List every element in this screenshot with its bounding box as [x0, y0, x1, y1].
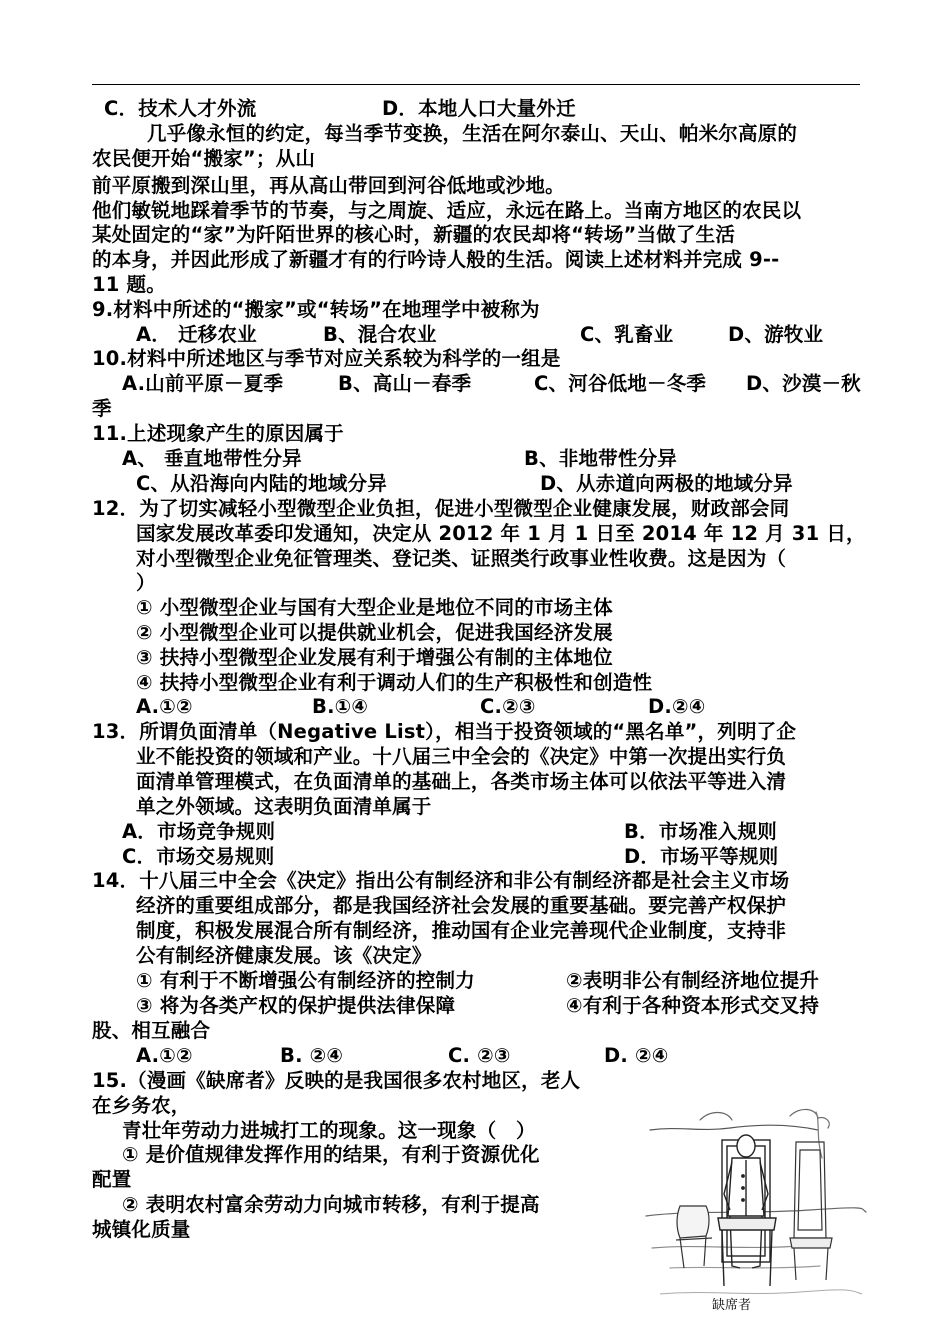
q14-statement-2: ②表明非公有制经济地位提升	[566, 969, 820, 992]
q13-stem: 面清单管理模式，在负面清单的基础上，各类市场主体可以依法平等进入清	[136, 770, 787, 793]
q14-stem: 制度，积极发展混合所有制经济，推动国有企业完善现代企业制度，支持非	[136, 919, 787, 942]
q14-option-c: C. ②③	[448, 1044, 511, 1067]
passage-line: 某处固定的“家”为阡陌世界的核心时，新疆的农民却将“转场”当做了生活	[92, 223, 736, 246]
q15-stem: 青壮年劳动力进城打工的现象。这一现象（ ）	[122, 1119, 536, 1142]
passage-line: 11 题。	[92, 273, 166, 296]
q13-option-d: D．市场平等规则	[624, 845, 779, 868]
q12-option-a: A.①②	[136, 695, 193, 718]
q12-statement-4: ④ 扶持小型微型企业有利于调动人们的生产积极性和创造性	[136, 671, 653, 694]
q12-option-b: B.①④	[312, 695, 369, 718]
q15-stem: 15.（漫画《缺席者》反映的是我国很多农村地区，老人	[92, 1069, 581, 1092]
q13-option-b: B．市场准入规则	[624, 820, 777, 843]
q10-option-b: B、高山－春季	[338, 372, 472, 395]
q14-statement-4: ④有利于各种资本形式交叉持	[566, 994, 820, 1017]
q12-stem: 国家发展改革委印发通知，决定从 2012 年 1 月 1 日至 2014 年 12 月 31 日，	[136, 522, 866, 545]
q11-option-d: D、从赤道向两极的地域分异	[540, 472, 793, 495]
q13-stem: 13．所谓负面清单（Negative List），相当于投资领域的“黑名单”，列明了企	[92, 720, 797, 743]
q12-statement-1: ① 小型微型企业与国有大型企业是地位不同的市场主体	[136, 596, 613, 619]
q10-option-d: D、沙漠－秋	[746, 372, 861, 395]
q8-option-d: D．本地人口大量外迁	[382, 97, 576, 120]
q9-option-d: D、游牧业	[728, 323, 824, 346]
q12-stem: 对小型微型企业免征管理类、登记类、证照类行政事业性收费。这是因为（	[136, 547, 787, 570]
q12-option-c: C.②③	[480, 695, 536, 718]
q11-option-c: C、从沿海向内陆的地域分异	[136, 472, 387, 495]
q14-stem: 14．十八届三中全会《决定》指出公有制经济和非公有制经济都是社会主义市场	[92, 869, 790, 892]
q14-stem: 公有制经济健康发展。该《决定》	[136, 944, 432, 967]
q14-option-a: A.①②	[136, 1044, 193, 1067]
q9-option-a: A． 迁移农业	[136, 323, 257, 346]
q14-statement-4-cont: 股、相互融合	[92, 1019, 211, 1042]
q14-option-b: B. ②④	[280, 1044, 344, 1067]
q15-stem: 在乡务农，	[92, 1094, 191, 1117]
q10-option-a: A.山前平原－夏季	[122, 372, 284, 395]
q12-stem: ）	[136, 571, 156, 594]
q9-option-b: B、混合农业	[323, 323, 437, 346]
q10-option-c: C、河谷低地－冬季	[534, 372, 707, 395]
passage-line: 农民便开始“搬家”；从山	[92, 147, 316, 170]
q11-option-a: A、 垂直地带性分异	[122, 447, 302, 470]
passage-line: 前平原搬到深山里，再从高山带回到河谷低地或沙地。	[92, 174, 565, 197]
q14-statement-3: ③ 将为各类产权的保护提供法律保障	[136, 994, 456, 1017]
q12-option-d: D.②④	[648, 695, 706, 718]
q9-option-c: C、乳畜业	[580, 323, 674, 346]
passage-line: 他们敏锐地踩着季节的节奏，与之周旋、适应，永远在路上。当南方地区的农民以	[92, 199, 802, 222]
header-rule	[92, 84, 860, 85]
q14-option-d: D. ②④	[604, 1044, 669, 1067]
q12-stem: 12．为了切实减轻小型微型企业负担，促进小型微型企业健康发展，财政部会同	[92, 497, 790, 520]
q15-statement-1: ① 是价值规律发挥作用的结果，有利于资源优化	[122, 1143, 540, 1166]
passage-line: 几乎像永恒的约定，每当季节变换，生活在阿尔泰山、天山、帕米尔高原的	[147, 122, 798, 145]
q13-stem: 单之外领域。这表明负面清单属于	[136, 795, 432, 818]
q13-stem: 业不能投资的领域和产业。十八届三中全会的《决定》中第一次提出实行负	[136, 745, 787, 768]
q15-statement-2-cont: 城镇化质量	[92, 1218, 191, 1241]
q13-option-a: A．市场竞争规则	[122, 820, 276, 843]
q10-option-d-cont: 季	[92, 397, 112, 420]
q14-stem: 经济的重要组成部分，都是我国经济社会发展的重要基础。要完善产权保护	[136, 894, 787, 917]
q11-stem: 11.上述现象产生的原因属于	[92, 422, 344, 445]
q12-statement-3: ③ 扶持小型微型企业发展有利于增强公有制的主体地位	[136, 646, 613, 669]
passage-line: 的本身，并因此形成了新疆才有的行吟诗人般的生活。阅读上述材料并完成 9--	[92, 248, 780, 271]
q11-option-b: B、非地带性分异	[524, 447, 677, 470]
q9-stem: 9.材料中所述的“搬家”或“转场”在地理学中被称为	[92, 298, 540, 321]
q14-statement-1: ① 有利于不断增强公有制经济的控制力	[136, 969, 475, 992]
q8-option-c: C．技术人才外流	[104, 97, 257, 120]
q12-statement-2: ② 小型微型企业可以提供就业机会，促进我国经济发展	[136, 621, 613, 644]
cartoon-caption: 缺席者	[712, 1298, 752, 1313]
q15-statement-1-cont: 配置	[92, 1168, 132, 1191]
q10-stem: 10.材料中所述地区与季节对应关系较为科学的一组是	[92, 347, 561, 370]
q13-option-c: C．市场交易规则	[122, 845, 275, 868]
absentee-cartoon	[640, 1098, 870, 1320]
q15-statement-2: ② 表明农村富余劳动力向城市转移，有利于提高	[122, 1193, 540, 1216]
